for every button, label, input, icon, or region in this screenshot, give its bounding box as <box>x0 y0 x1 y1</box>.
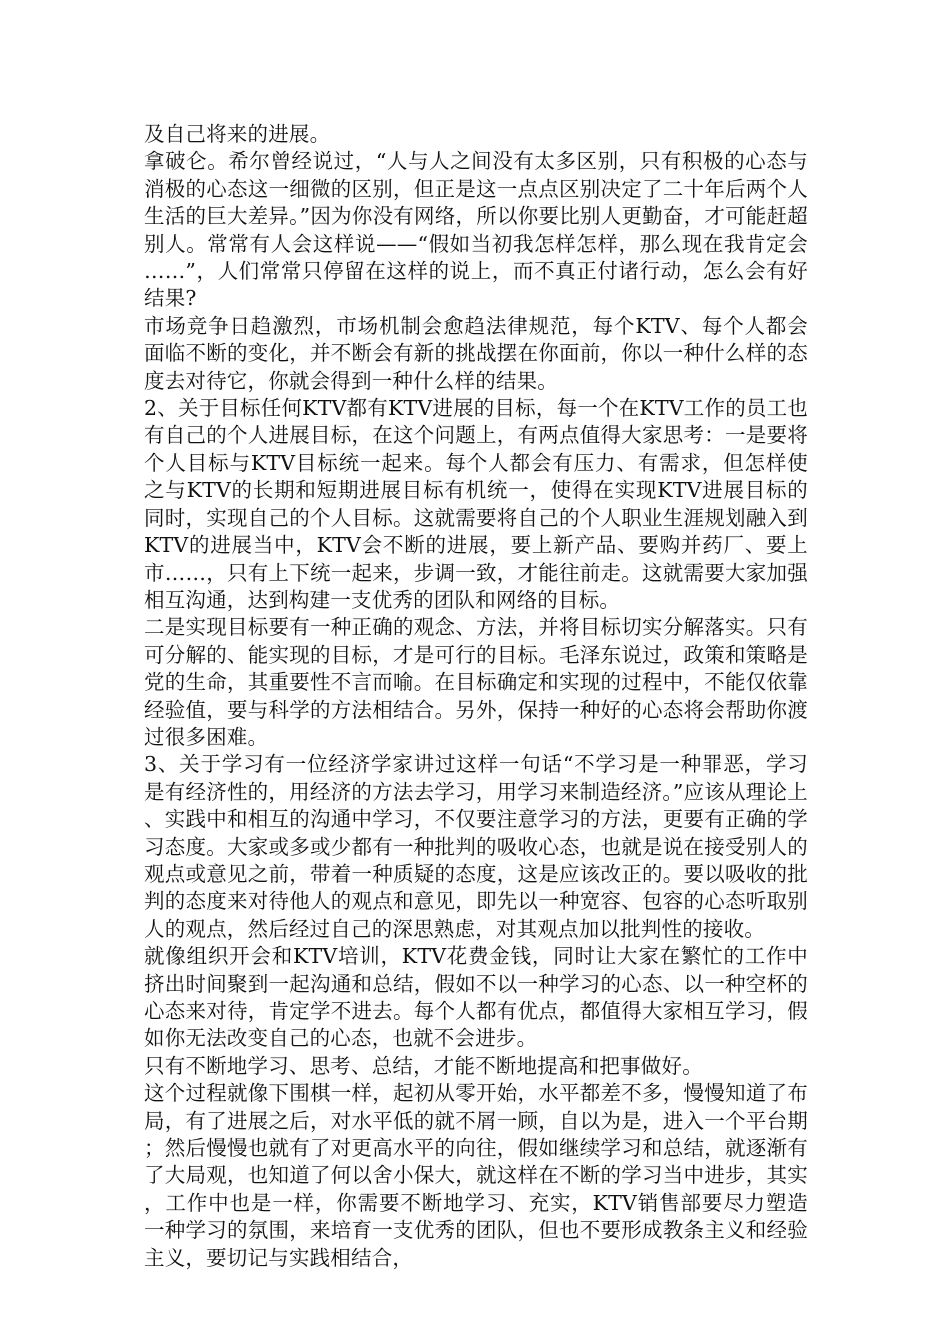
paragraph: 二是实现目标要有一种正确的观念、方法，并将目标切实分解落实。只有可分解的、能实现的目标，才是可行的目标。毛泽东说过，政策和策略是党的生命，其重要性不言而喻。在目标确定和实现的过程中，不能仅依靠经验值，要与科学的方法相结合。另外，保持一种好的心态将会帮助你渡过很多困难。 <box>144 615 808 749</box>
paragraph: 2、关于目标任何KTV都有KTV进展的目标，每一个在KTV工作的员工也有自己的个人进展目标，在这个问题上，有两点值得大家思考：一是要将个人目标与KTV目标统一起来。每个人都会有压力、有需求，但怎样使之与KTV的长期和短期进展目标有机统一，使得在实现KTV进展目标的同时，实现自己的个人目标。这就需要将自己的个人职业生涯规划融入到KTV的进展当中，KTV会不断的进展，要上新产品、要购并药厂、要上市……，只有上下统一起来，步调一致，才能往前走。这就需要大家加强相互沟通，达到构建一支优秀的团队和网络的目标。 <box>144 396 808 612</box>
paragraph: 市场竞争日趋激烈，市场机制会愈趋法律规范，每个KTV、每个人都会面临不断的变化，并不断会有新的挑战摆在你面前，你以一种什么样的态度去对待它，你就会得到一种什么样的结果。 <box>144 313 808 393</box>
paragraph: 拿破仑。希尔曾经说过，“人与人之间没有太多区别，只有积极的心态与消极的心态这一细微的区别，但正是这一点点区别决定了二十年后两个人生活的巨大差异。”因为你没有网络，所以你要比别人更勤奋，才可能赶超别人。常常有人会这样说——“假如当初我怎样怎样，那么现在我肯定会……”，人们常常只停留在这样的说上，而不真正付诸行动，怎么会有好结果? <box>144 149 808 311</box>
paragraph: 只有不断地学习、思考、总结，才能不断地提高和把事做好。 <box>144 1053 703 1078</box>
paragraph: 这个过程就像下围棋一样，起初从零开始，水平都差不多，慢慢知道了布局，有了进展之后，对水平低的就不屑一顾，自以为是，进入一个平台期；然后慢慢也就有了对更高水平的向往，假如继续学习和总结，就逐渐有了大局观，也知道了何以舍小保大，就这样在不断的学习当中进步，其实，工作中也是一样，你需要不断地学习、充实，KTV销售部要尽力塑造一种学习的氛围，来培育一支优秀的团队，但也不要形成教条主义和经验主义，要切记与实践相结合， <box>144 1081 808 1270</box>
paragraph: 3、关于学习有一位经济学家讲过这样一句话“不学习是一种罪恶，学习是有经济性的，用经济的方法去学习，用学习来制造经济。”应该从理论上、实践中和相互的沟通中学习，不仅要注意学习的方法，更要有正确的学习态度。大家或多或少都有一种批判的吸收心态，也就是说在接受别人的观点或意见之前，带着一种质疑的态度，这是应该改正的。要以吸收的批判的态度来对待他人的观点和意见，即先以一种宽容、包容的心态听取别人的观点，然后经过自己的深思熟虑，对其观点加以批判性的接收。 <box>144 752 808 941</box>
paragraph: 就像组织开会和KTV培训，KTV花费金钱，同时让大家在繁忙的工作中挤出时间聚到一起沟通和总结，假如不以一种学习的心态、以一种空杯的心态来对待，肯定学不进去。每个人都有优点，都值得大家相互学习，假如你无法改变自己的心态，也就不会进步。 <box>144 944 808 1051</box>
document-body <box>144 121 808 1272</box>
paragraph: 及自己将来的进展。 <box>144 122 331 146</box>
